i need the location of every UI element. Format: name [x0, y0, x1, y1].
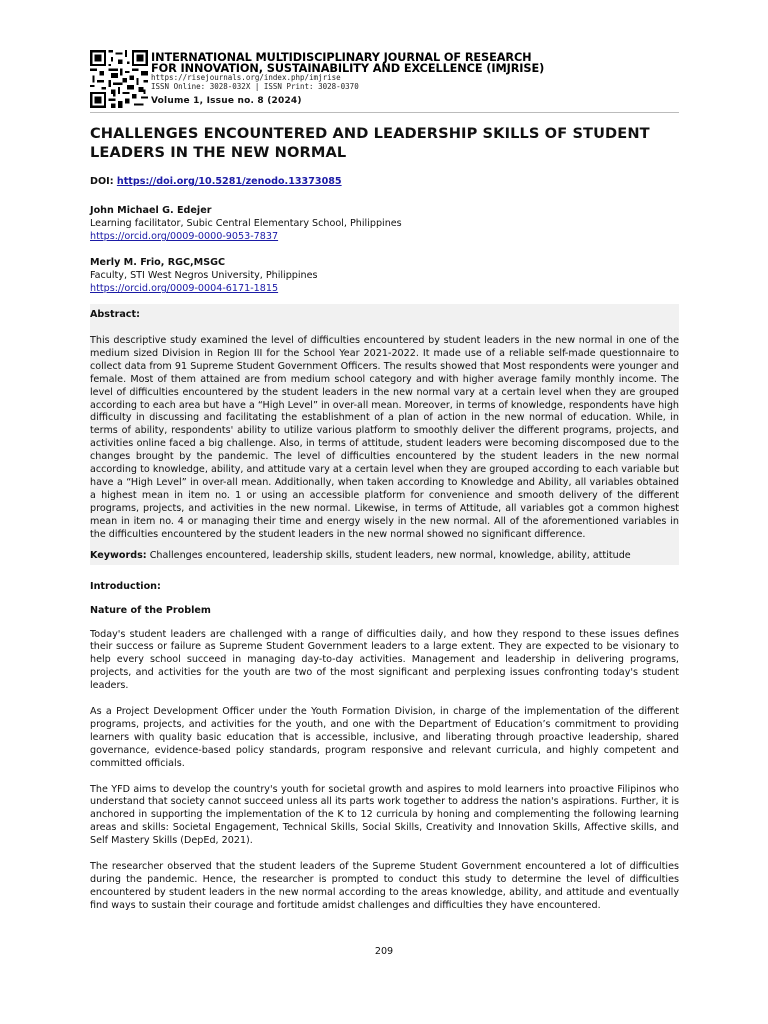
journal-title-line2: FOR INNOVATION, SUSTAINABILITY AND EXCELLENCE (IMJRISE): [151, 62, 545, 75]
body-paragraph: The YFD aims to develop the country's youth for societal growth and aspires to mold learners into proactive Filipinos who understand that society cannot succeed unless all its parts work together to address the nation's aspirations. Further, it is anchored in supporting the implementation of the K to 12 curricula by honing and complementing the following learning areas and skills: Societal Engagement, Technical Skills, Social Skills, Creativity and Innovation Skills, Affective skills, and Self Mastery Skills (DepEd, 2021).: [90, 783, 679, 847]
qr-code-icon: [90, 50, 148, 108]
abstract-text: This descriptive study examined the level of difficulties encountered by student leaders in the new normal in one of the medium sized Division in Region III for the School Year 2021-2022. It made use of a reliable self-made questionnaire to collect data from 91 Supreme Student Government Officers. The results showed that Most respondents were younger and female. Most of them attained are from medium school category and with higher average family monthly income. The level of difficulties encountered by the student leaders in the new normal vary at a certain level when they are grouped according to each area but have a “High Level” in over-all mean. Moreover, in terms of knowledge, respondents have high difficulty in discussing and facilitating the establishment of a plan of action in the new normal of education. While, in terms of ability, respondents' ability to utilize various platform to smoothly deliver the different programs, projects, and activities online faced a big challenge. Also, in terms of attitude, student leaders were becoming discomposed due to the changes brought by the pandemic. The level of difficulties encountered by the student leaders in the new normal according to knowledge, ability, and attitude vary at a certain level when they are grouped according to each variable but have a “High Level” in over-all mean. Additionally, when taken according to Knowledge and Ability, all variables obtained a highest mean in item no. 1 or using an accessible platform for convenience and smooth delivery of the different programs, projects, and activities in the new normal. Likewise, in terms of Attitude, all variables got a common highest mean in item no. 4 or managing their time and energy wisely in the new normal. All of the aforementioned variables in the difficulties encountered by the student leaders in the new normal showed no significant difference.: [90, 326, 679, 546]
journal-url[interactable]: https://risejournals.org/index.php/imjrise: [151, 73, 341, 82]
body-paragraph: The researcher observed that the student leaders of the Supreme Student Government encountered a lot of difficulties during the pandemic. Hence, the researcher is prompted to conduct this study to determine the level of difficulties encountered by student leaders in the new normal according to the areas knowledge, ability, and attitude and eventually find ways to sustain their courage and fortitude amidst challenges and difficulties they have encountered.: [90, 861, 679, 911]
author-name: Merly M. Frio, RGC,MSGC: [90, 257, 226, 268]
body-paragraph: Today's student leaders are challenged with a range of difficulties daily, and how they respond to these issues defines their success or failure as Supreme Student Government leaders to a large extent. They are expected to be visionary to help every school succeed in managing day-to-day activities. Management and leadership in delivering programs, projects, and activities for the youth are two of the most significant and perplexing issues confronting today's student leaders.: [90, 628, 679, 692]
keywords-line: [90, 546, 679, 565]
author-orcid-link[interactable]: https://orcid.org/0009-0004-6171-1815: [90, 283, 279, 294]
page-number: 209: [374, 946, 394, 957]
author-affiliation: Faculty, STI West Negros University, Philippines: [90, 270, 318, 281]
abstract-heading: Abstract:: [90, 304, 679, 326]
keywords-text: Challenges encountered, leadership skills, student leaders, new normal, knowledge, ability, attitude: [146, 549, 631, 561]
journal-header-text: [151, 52, 679, 108]
author-name: John Michael G. Edejer: [90, 205, 212, 216]
doi-link[interactable]: https://doi.org/10.5281/zenodo.13373085: [116, 176, 342, 187]
author-1: [90, 204, 679, 243]
doi-label: DOI:: [90, 176, 114, 187]
author-orcid-link[interactable]: https://orcid.org/0009-0000-9053-7837: [90, 231, 279, 242]
journal-volume: Volume 1, Issue no. 8 (2024): [151, 96, 302, 106]
section-heading-introduction: Introduction:: [90, 580, 161, 592]
keywords-label: Keywords:: [90, 549, 147, 561]
doi-line: [90, 176, 679, 187]
journal-title-line1: INTERNATIONAL MULTIDISCIPLINARY JOURNAL OF RESEARCH: [151, 51, 532, 64]
subsection-heading-nature: Nature of the Problem: [90, 604, 211, 616]
journal-issn: ISSN Online: 3028-032X | ISSN Print: 3028-0370: [151, 81, 359, 91]
author-affiliation: Learning facilitator, Subic Central Elementary School, Philippines: [90, 218, 402, 229]
body-paragraph: As a Project Development Officer under the Youth Formation Division, in charge of the implementation of the different programs, projects, and activities for the youth, and one with the Department of Education’s commitment to providing learners with quality basic education that is accessible, inclusive, and liberating through proactive leadership, shared governance, evidence-based policy standards, program responsive and relevant curricula, and highly competent and committed officials.: [90, 706, 679, 769]
author-2: [90, 256, 679, 295]
paper-page: [90, 48, 679, 913]
journal-header: [90, 48, 679, 113]
article-title: CHALLENGES ENCOUNTERED AND LEADERSHIP SKILLS OF STUDENT LEADERS IN THE NEW NORMAL: [90, 125, 650, 161]
